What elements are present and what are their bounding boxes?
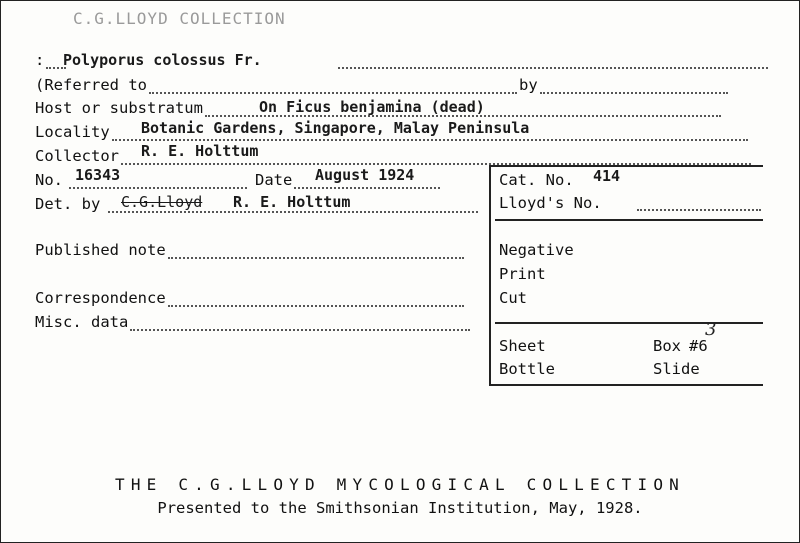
bottle-label: Bottle [499, 360, 555, 378]
negative-label: Negative [499, 241, 574, 259]
print-label: Print [499, 265, 546, 283]
dots [540, 80, 728, 94]
species-prefix: : [35, 51, 45, 69]
lloyds-label: Lloyd's No. [499, 194, 602, 212]
published-label: Published note [35, 241, 166, 259]
dots [149, 80, 517, 94]
collector-label: Collector [35, 147, 119, 165]
box-top-rule [489, 165, 763, 167]
box-divider-2 [495, 322, 763, 324]
slide-label: Slide [653, 360, 700, 378]
det-struck-value: C.G.Lloyd [121, 193, 203, 211]
det-value: R. E. Holttum [233, 193, 351, 211]
referred-label: (Referred to [35, 76, 147, 94]
cut-label: Cut [499, 289, 527, 307]
misc-label: Misc. data [35, 313, 129, 331]
published-row [35, 241, 466, 259]
species-name: Polyporus colossus Fr. [63, 51, 262, 69]
collector-value: R. E. Holttum [141, 142, 259, 160]
dots [338, 55, 768, 69]
locality-label: Locality [35, 123, 110, 141]
by-label: by [518, 76, 538, 94]
misc-row [35, 313, 472, 331]
number-label: No. [35, 171, 63, 189]
host-label: Host or substratum [35, 99, 203, 117]
referred-row [35, 76, 730, 94]
collection-subtitle: Presented to the Smithsonian Institution, May, 1928. [157, 499, 643, 517]
box-label: Box [653, 337, 681, 355]
number-value: 16343 [75, 166, 121, 184]
det-label: Det. by [35, 195, 101, 213]
box-bottom-rule [489, 384, 763, 386]
box-divider-1 [495, 219, 763, 221]
date-label: Date [255, 171, 293, 189]
dots [637, 197, 761, 211]
locality-value: Botanic Gardens, Singapore, Malay Peninsula [141, 119, 530, 137]
correspondence-label: Correspondence [35, 289, 166, 307]
correspondence-row [35, 289, 466, 307]
cat-label: Cat. No. [499, 171, 574, 189]
dots [130, 317, 470, 331]
sheet-label: Sheet [499, 337, 546, 355]
date-value: August 1924 [315, 166, 415, 184]
box-handwritten-number: 3 [705, 319, 717, 340]
cat-value: 414 [593, 167, 621, 185]
collection-title: THE C.G.LLOYD MYCOLOGICAL COLLECTION [115, 475, 685, 494]
faded-header: C.G.LLOYD COLLECTION [73, 9, 286, 28]
host-value: On Ficus benjamina (dead) [259, 98, 485, 116]
dots [168, 293, 464, 307]
box-left-rule [489, 165, 491, 385]
box-value: #6 [689, 337, 708, 355]
dots [168, 245, 464, 259]
